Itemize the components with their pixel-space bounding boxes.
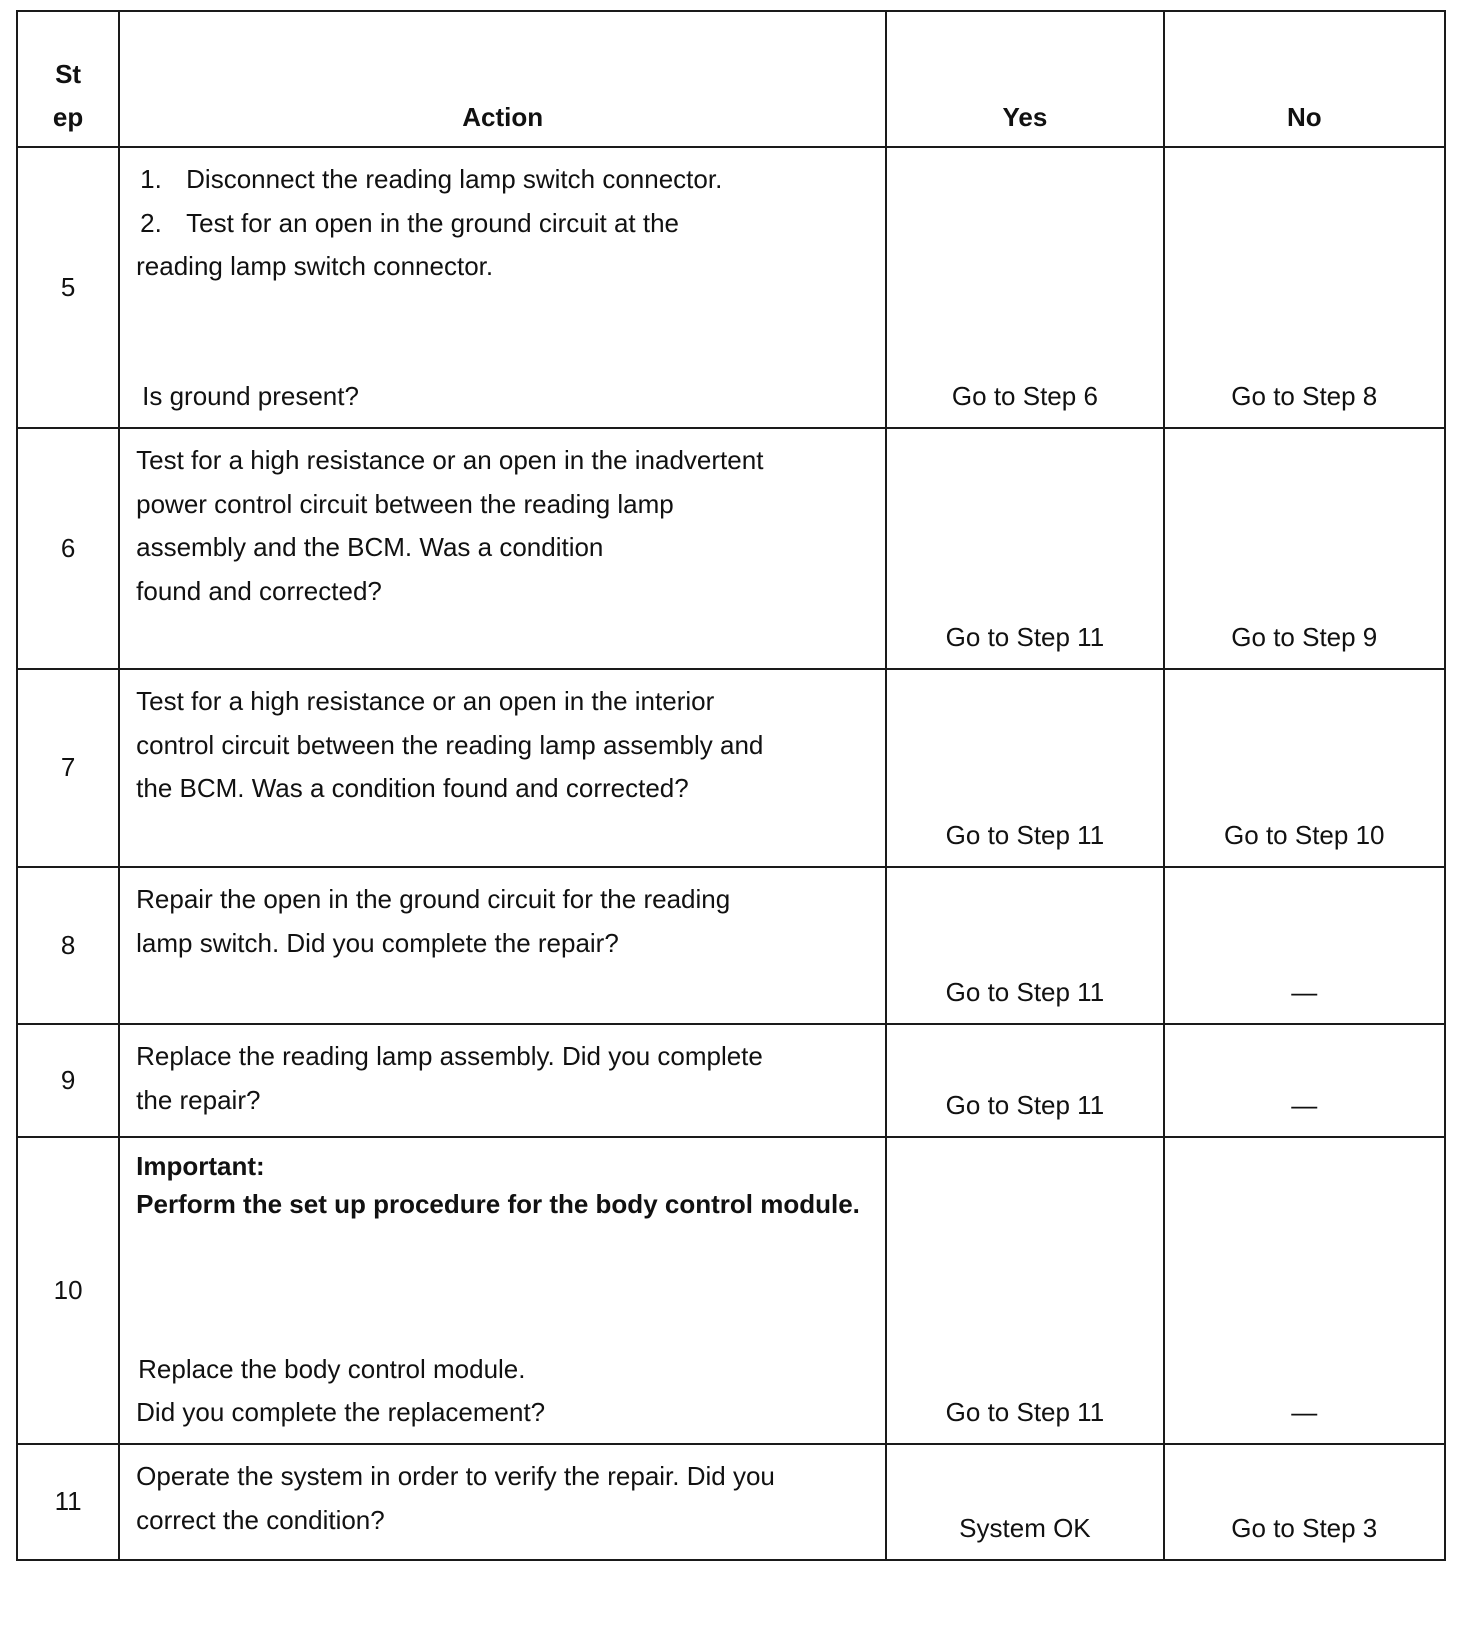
table-row — [17, 669, 1445, 867]
table-row — [17, 867, 1445, 1024]
no-result: Go to Step 9 — [1164, 428, 1445, 669]
action-cell — [119, 1024, 886, 1137]
no-result: — — [1164, 867, 1445, 1024]
step-number: 11 — [17, 1444, 119, 1560]
step-number: 6 — [17, 428, 119, 669]
table-row — [17, 1024, 1445, 1137]
action-line: the repair? — [136, 1084, 261, 1115]
action-cell — [119, 428, 886, 669]
header-yes: Yes — [886, 11, 1163, 147]
header-step — [17, 11, 119, 147]
step-number: 9 — [17, 1024, 119, 1137]
yes-result: Go to Step 11 — [886, 1024, 1163, 1137]
action-line: Did you complete the replacement? — [136, 1397, 546, 1428]
no-result: Go to Step 10 — [1164, 669, 1445, 867]
no-result: Go to Step 3 — [1164, 1444, 1445, 1560]
action-line: control circuit between the reading lamp assembly and — [136, 729, 764, 760]
no-result: — — [1164, 1137, 1445, 1444]
no-result: — — [1164, 1024, 1445, 1137]
yes-result: Go to Step 11 — [886, 669, 1163, 867]
action-line: Test for a high resistance or an open in the interior — [136, 686, 715, 716]
action-line: lamp switch. Did you complete the repair? — [136, 927, 619, 958]
action-line: found and corrected? — [136, 576, 382, 607]
step-number: 5 — [17, 147, 119, 428]
action-cell — [119, 669, 886, 867]
important-label: Important: — [136, 1151, 265, 1181]
action-instructions — [136, 1348, 545, 1435]
table-row — [17, 1137, 1445, 1444]
action-line: correct the condition? — [136, 1504, 385, 1535]
header-step-part-2: ep — [52, 102, 84, 133]
yes-result: Go to Step 6 — [886, 147, 1163, 428]
action-line: power control circuit between the reading lamp — [136, 488, 674, 519]
header-step-part-1: St — [55, 58, 82, 89]
yes-result: Go to Step 11 — [886, 1137, 1163, 1444]
action-cell — [119, 1444, 886, 1560]
action-line: Test for a high resistance or an open in the inadvertent — [136, 445, 764, 475]
important-note: Perform the set up procedure for the body control module. — [136, 1188, 860, 1219]
action-line: Repair the open in the ground circuit for the reading — [136, 884, 731, 914]
action-cell — [119, 1137, 886, 1444]
header-row — [17, 11, 1445, 147]
action-line: Replace the body control module. — [138, 1353, 526, 1384]
action-cell — [119, 867, 886, 1024]
yes-result: Go to Step 11 — [886, 428, 1163, 669]
action-line: reading lamp switch connector. — [136, 251, 494, 282]
no-result: Go to Step 8 — [1164, 147, 1445, 428]
table-row — [17, 428, 1445, 669]
step-number: 7 — [17, 669, 119, 867]
table-row — [17, 147, 1445, 428]
header-action: Action — [119, 11, 886, 147]
action-line: assembly and the BCM. Was a condition — [136, 532, 604, 563]
step-number: 8 — [17, 867, 119, 1024]
diagnostic-table — [16, 10, 1446, 1561]
yes-result: System OK — [886, 1444, 1163, 1560]
step-number: 10 — [17, 1137, 119, 1444]
action-list-item: 2. Test for an open in the ground circuit at the — [140, 207, 679, 238]
action-line: Replace the reading lamp assembly. Did you complete — [136, 1041, 763, 1071]
action-list-item: 1. Disconnect the reading lamp switch connector. — [140, 164, 723, 194]
action-question: Is ground present? — [142, 381, 359, 412]
action-line: the BCM. Was a condition found and corrected? — [136, 773, 689, 804]
action-cell — [119, 147, 886, 428]
header-no: No — [1164, 11, 1445, 147]
yes-result: Go to Step 11 — [886, 867, 1163, 1024]
table-row — [17, 1444, 1445, 1560]
action-line: Operate the system in order to verify the repair. Did you — [136, 1461, 775, 1491]
